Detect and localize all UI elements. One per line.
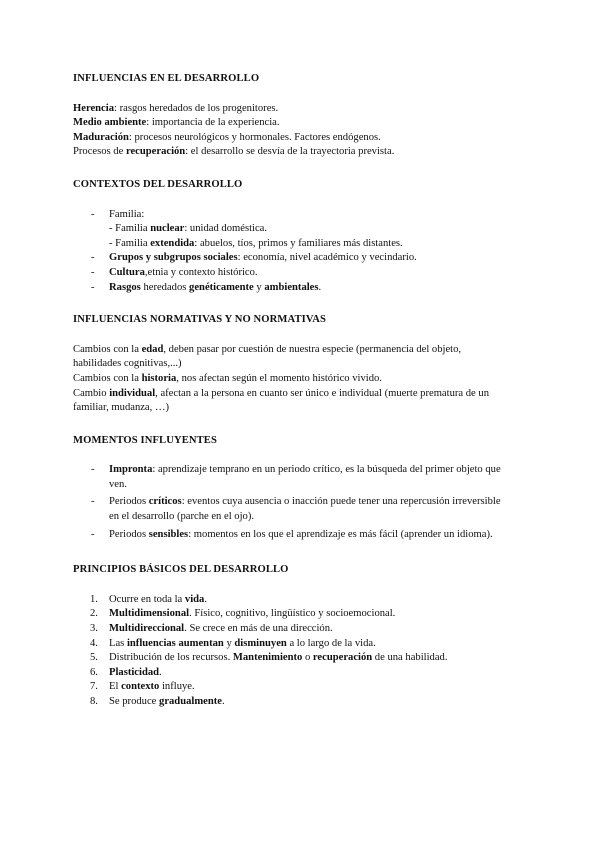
section-title-normativas: INFLUENCIAS NORMATIVAS Y NO NORMATIVAS bbox=[73, 314, 326, 326]
list-item-6: 6. Plasticidad. bbox=[90, 666, 162, 678]
list-item-4: 4. Las influencias aumentan y disminuyen a lo largo de la vida. bbox=[90, 637, 376, 649]
list-item-1: 1. Ocurre en toda la vida. bbox=[90, 593, 207, 605]
list-item-cultura: - Cultura,etnia y contexto histórico. bbox=[91, 266, 258, 278]
list-item-familia: - Familia: bbox=[91, 208, 145, 220]
section-title-influencias: INFLUENCIAS EN EL DESARROLLO bbox=[73, 73, 260, 84]
list-item-7: 7. El contexto influye. bbox=[90, 681, 195, 693]
list-item-8: 8. Se produce gradualmente. bbox=[90, 696, 225, 707]
list-item-rasgos: - Rasgos heredados genéticamente y ambientales. bbox=[91, 281, 322, 293]
list-item-3: 3. Multidireccional. Se crece en más de una dirección. bbox=[90, 623, 333, 635]
section-title-momentos: MOMENTOS INFLUYENTES bbox=[73, 434, 217, 446]
paragraph-edad: Cambios con la edad, deben pasar por cuestión de nuestra especie (permanencia del objeto, habilidades cognitivas,...) bbox=[73, 343, 462, 370]
line-herencia: Herencia: rasgos heredados de los progenitores. bbox=[73, 102, 279, 114]
list-item-2: 2. Multidimensional. Físico, cognitivo, lingüístico y socioemocional. bbox=[90, 608, 396, 620]
line-recuperacion: Procesos de recuperación: el desarrollo se desvía de la trayectoria prevista. bbox=[73, 146, 395, 158]
list-subitem-extendida: - Familia extendida: abuelos, tíos, primos y familiares más distantes. bbox=[109, 237, 403, 249]
list-subitem-nuclear: - Familia nuclear: unidad doméstica. bbox=[109, 223, 268, 235]
list-item-impronta: - Impronta: aprendizaje temprano en un periodo crítico, es la búsqueda del primer objeto que ven. bbox=[91, 464, 501, 490]
line-maduracion: Maduración: procesos neurológicos y hormonales. Factores endógenos. bbox=[73, 131, 381, 143]
document-content bbox=[73, 72, 533, 710]
paragraph-individual: Cambio individual, afectan a la persona en cuanto ser único e individual (muerte prematura de un familiar, mudanza, …) bbox=[73, 387, 489, 414]
list-item-criticos: - Periodos críticos: eventos cuya ausencia o inacción puede tener una repercusión irreversible en el desarrollo (parche en el ojo). bbox=[91, 496, 501, 523]
list-item-sensibles: - Periodos sensibles: momentos en los que el aprendizaje es más fácil (aprender un idioma). bbox=[91, 528, 493, 540]
list-item-5: 5. Distribución de los recursos. Mantenimiento o recuperación de una habilidad. bbox=[90, 652, 448, 664]
paragraph-historia: Cambios con la historia, nos afectan según el momento histórico vivido. bbox=[73, 372, 382, 384]
section-title-principios: PRINCIPIOS BÁSICOS DEL DESARROLLO bbox=[73, 564, 289, 576]
section-title-contextos: CONTEXTOS DEL DESARROLLO bbox=[73, 178, 243, 190]
list-item-grupos: - Grupos y subgrupos sociales: economía, nivel académico y vecindario. bbox=[91, 252, 417, 264]
line-medio-ambiente: Medio ambiente: importancia de la experiencia. bbox=[73, 117, 280, 129]
